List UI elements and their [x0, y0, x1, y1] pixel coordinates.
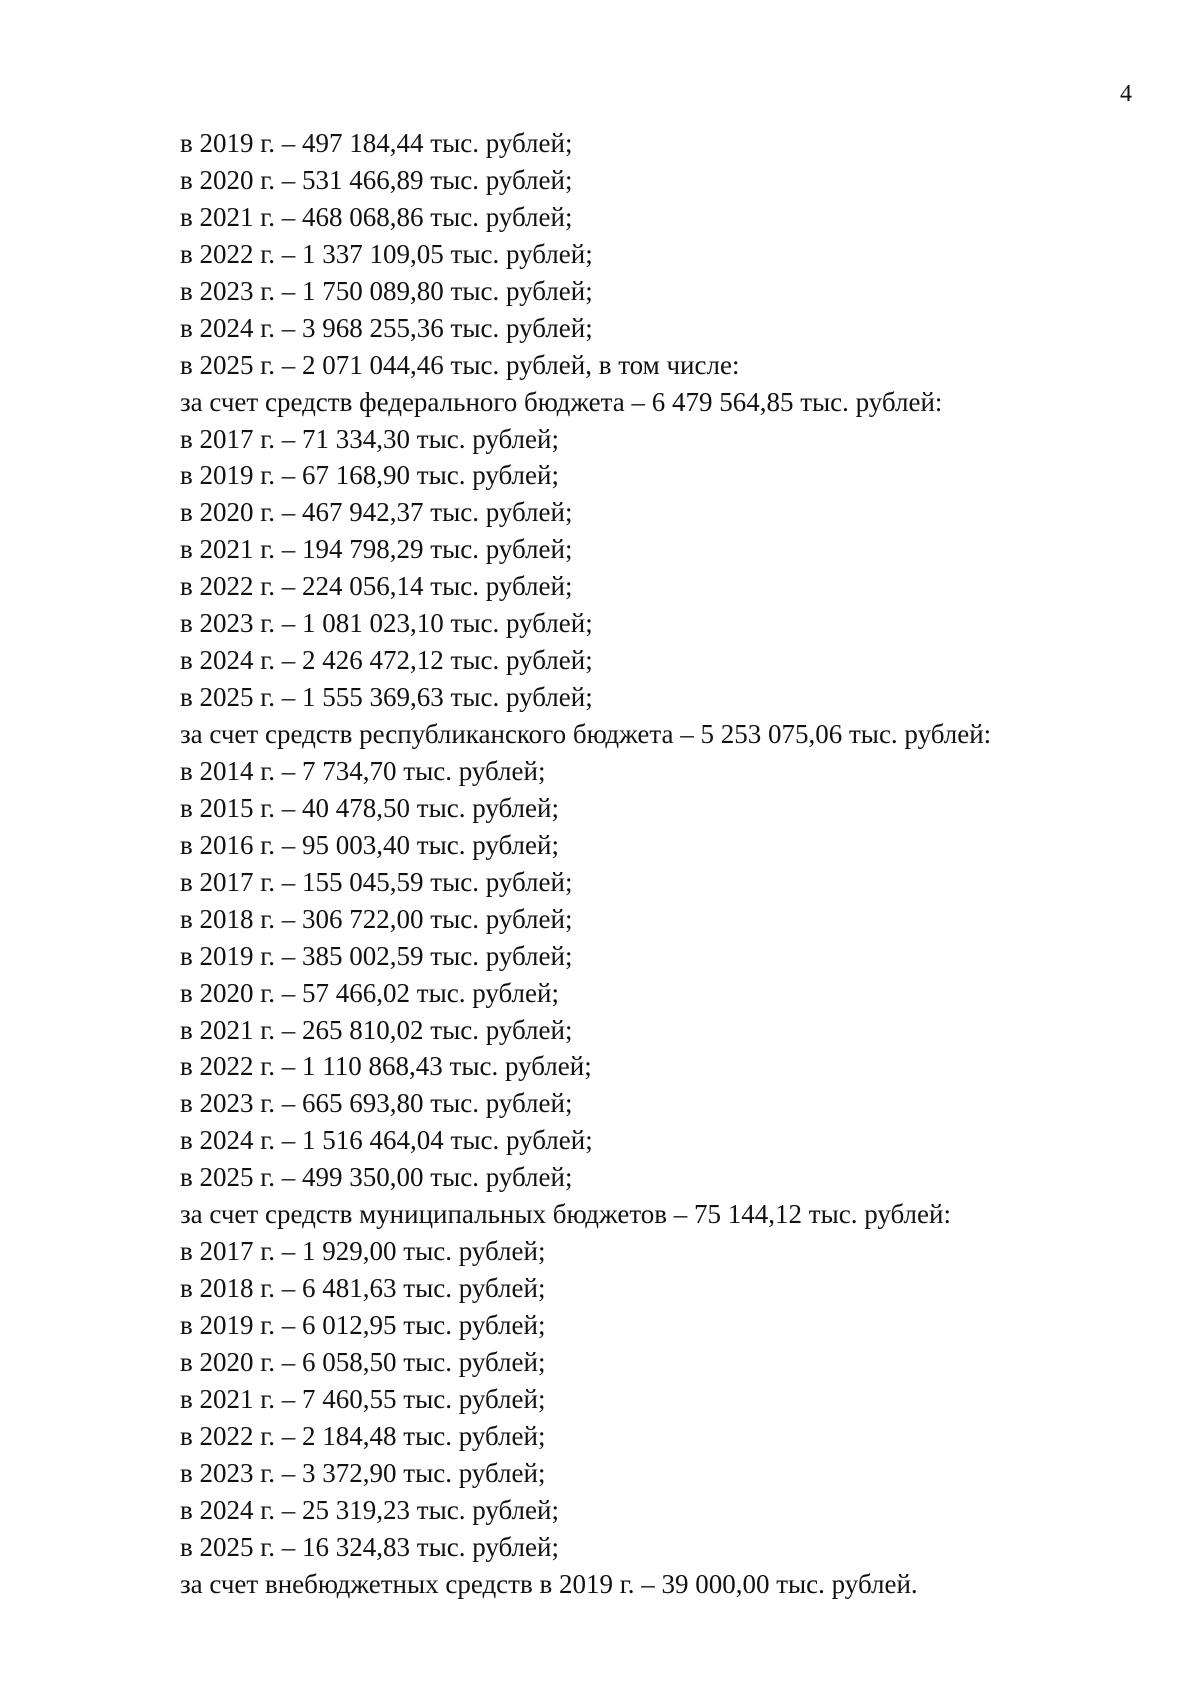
text-line: в 2020 г. – 6 058,50 тыс. рублей;	[180, 1346, 546, 1377]
text-line: в 2025 г. – 16 324,83 тыс. рублей;	[180, 1531, 559, 1562]
text-line: в 2023 г. – 1 750 089,80 тыс. рублей;	[180, 275, 593, 306]
text-line: в 2018 г. – 306 722,00 тыс. рублей;	[180, 903, 573, 934]
text-line: в 2023 г. – 3 372,90 тыс. рублей;	[180, 1457, 546, 1488]
text-line: в 2019 г. – 67 168,90 тыс. рублей;	[180, 460, 559, 491]
text-line: в 2020 г. – 467 942,37 тыс. рублей;	[180, 497, 573, 528]
text-line: в 2021 г. – 7 460,55 тыс. рублей;	[180, 1383, 546, 1414]
text-line: в 2015 г. – 40 478,50 тыс. рублей;	[180, 792, 559, 823]
text-line: в 2025 г. – 1 555 369,63 тыс. рублей;	[180, 682, 593, 713]
text-line: в 2019 г. – 6 012,95 тыс. рублей;	[180, 1310, 546, 1340]
text-line: в 2022 г. – 1 337 109,05 тыс. рублей;	[180, 238, 593, 269]
text-line: в 2022 г. – 2 184,48 тыс. рублей;	[180, 1420, 546, 1451]
section-heading-extrabudgetary: за счет внебюджетных средств в 2019 г. – 39 000,00 тыс. рублей.	[180, 1568, 918, 1599]
text-line: в 2024 г. – 1 516 464,04 тыс. рублей;	[180, 1125, 593, 1156]
section-heading-republican: за счет средств республиканского бюджета – 5 253 075,06 тыс. рублей:	[180, 719, 992, 749]
text-line: в 2021 г. – 265 810,02 тыс. рублей;	[180, 1014, 573, 1045]
section-heading-municipal: за счет средств муниципальных бюджетов – 75 144,12 тыс. рублей:	[180, 1199, 951, 1230]
text-line: в 2017 г. – 155 045,59 тыс. рублей;	[180, 866, 573, 897]
text-line: в 2022 г. – 1 110 868,43 тыс. рублей;	[180, 1051, 592, 1082]
page-number: 4	[1120, 81, 1132, 107]
text-line: в 2018 г. – 6 481,63 тыс. рублей;	[180, 1273, 546, 1304]
text-line: в 2024 г. – 2 426 472,12 тыс. рублей;	[180, 645, 593, 676]
text-line: в 2023 г. – 1 081 023,10 тыс. рублей;	[180, 608, 593, 639]
text-line: в 2020 г. – 531 466,89 тыс. рублей;	[180, 164, 573, 195]
text-line: в 2025 г. – 499 350,00 тыс. рублей;	[180, 1162, 573, 1193]
text-line: в 2020 г. – 57 466,02 тыс. рублей;	[180, 977, 559, 1008]
text-line: в 2025 г. – 2 071 044,46 тыс. рублей, в том числе:	[180, 349, 740, 380]
text-line: в 2019 г. – 497 184,44 тыс. рублей;	[180, 128, 573, 158]
text-line: в 2017 г. – 71 334,30 тыс. рублей;	[180, 423, 559, 454]
document-body	[180, 125, 1140, 1603]
text-line: в 2022 г. – 224 056,14 тыс. рублей;	[180, 571, 573, 602]
text-line: в 2023 г. – 665 693,80 тыс. рублей;	[180, 1088, 573, 1119]
text-line: в 2016 г. – 95 003,40 тыс. рублей;	[180, 829, 559, 860]
text-line: в 2021 г. – 468 068,86 тыс. рублей;	[180, 201, 573, 232]
text-line: в 2014 г. – 7 734,70 тыс. рублей;	[180, 755, 546, 786]
text-line: в 2017 г. – 1 929,00 тыс. рублей;	[180, 1236, 546, 1267]
text-line: в 2024 г. – 3 968 255,36 тыс. рублей;	[180, 312, 593, 343]
section-heading-federal: за счет средств федерального бюджета – 6 479 564,85 тыс. рублей:	[180, 386, 943, 417]
text-line: в 2019 г. – 385 002,59 тыс. рублей;	[180, 940, 573, 971]
text-line: в 2021 г. – 194 798,29 тыс. рублей;	[180, 534, 573, 565]
text-line: в 2024 г. – 25 319,23 тыс. рублей;	[180, 1494, 559, 1525]
